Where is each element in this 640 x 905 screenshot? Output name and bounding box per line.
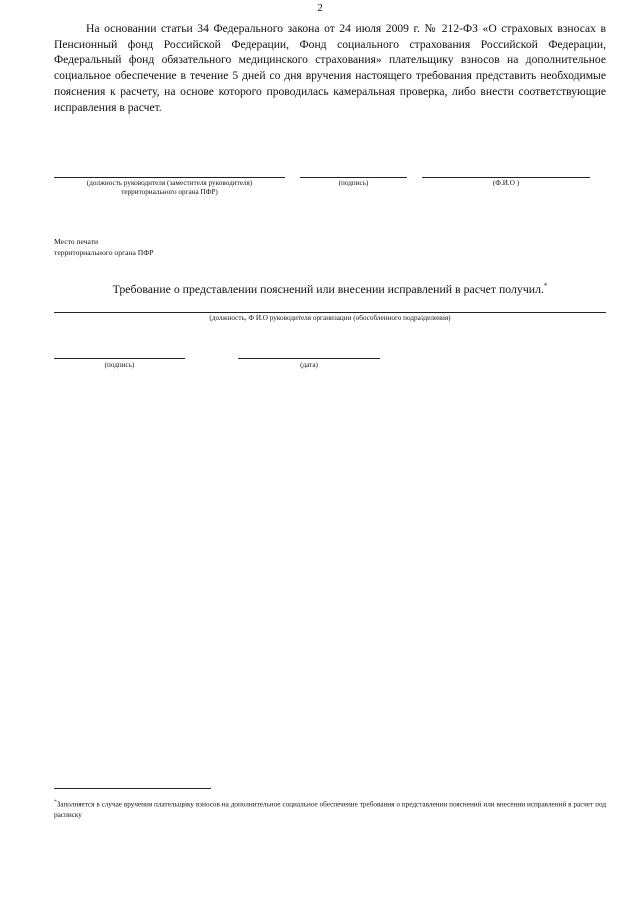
fio-line <box>422 177 590 178</box>
stamp-line2: территориального органа ПФР <box>54 248 154 257</box>
received-text: Требование о представлении пояснений или внесении исправлений в расчет получил. <box>112 282 544 296</box>
main-paragraph: На основании статьи 34 Федерального закона от 24 июля 2009 г. № 212-ФЗ «О страховых взносах в Пенсионный фонд Российской Федерации, Фонд социального страхования Российской Федерации, Федеральный фонд обязательного медицинского страхования» плательщику взносов на дополнительное социальное обеспечение в течение 5 дней со дня вручения настоящего требования представить необходимые пояснения к расчету, на основе которого проводилась камеральная проверка, либо внести соответствующие исправления в расчет. <box>54 22 606 114</box>
fio-caption: (Ф.И.О ) <box>492 179 520 187</box>
position-caption-line2: территориального органа ПФР) <box>121 188 218 196</box>
recipient-caption: (должность, Ф И.О руководителя организации (обособленного подразделения) <box>209 314 451 322</box>
position-caption-line1: (должность руководителя (заместителя руководителя) <box>86 179 253 187</box>
position-caption <box>54 179 285 197</box>
stamp-label <box>54 236 154 258</box>
received-footnote-mark: * <box>543 282 548 291</box>
signature-line <box>300 177 407 178</box>
position-signature-line <box>54 177 285 178</box>
footnote-mark: * <box>54 799 57 805</box>
received-statement <box>54 282 606 297</box>
stamp-line1: Место печати <box>54 237 99 246</box>
footnote <box>54 797 606 821</box>
signature-caption: (подпись) <box>338 179 369 187</box>
recipient-signature-line <box>54 358 185 359</box>
page-number: 2 <box>317 2 323 14</box>
footnote-separator <box>54 788 211 789</box>
footnote-text: Заполняется в случае вручения плательщику взносов на дополнительное социальное обеспечение требования о представлении пояснений или внесении исправлений в расчет под расписку <box>54 800 606 820</box>
recipient-line <box>54 312 606 313</box>
recipient-signature-caption: (подпись) <box>104 361 135 369</box>
recipient-date-caption: (дата) <box>300 361 318 369</box>
recipient-date-line <box>238 358 380 359</box>
